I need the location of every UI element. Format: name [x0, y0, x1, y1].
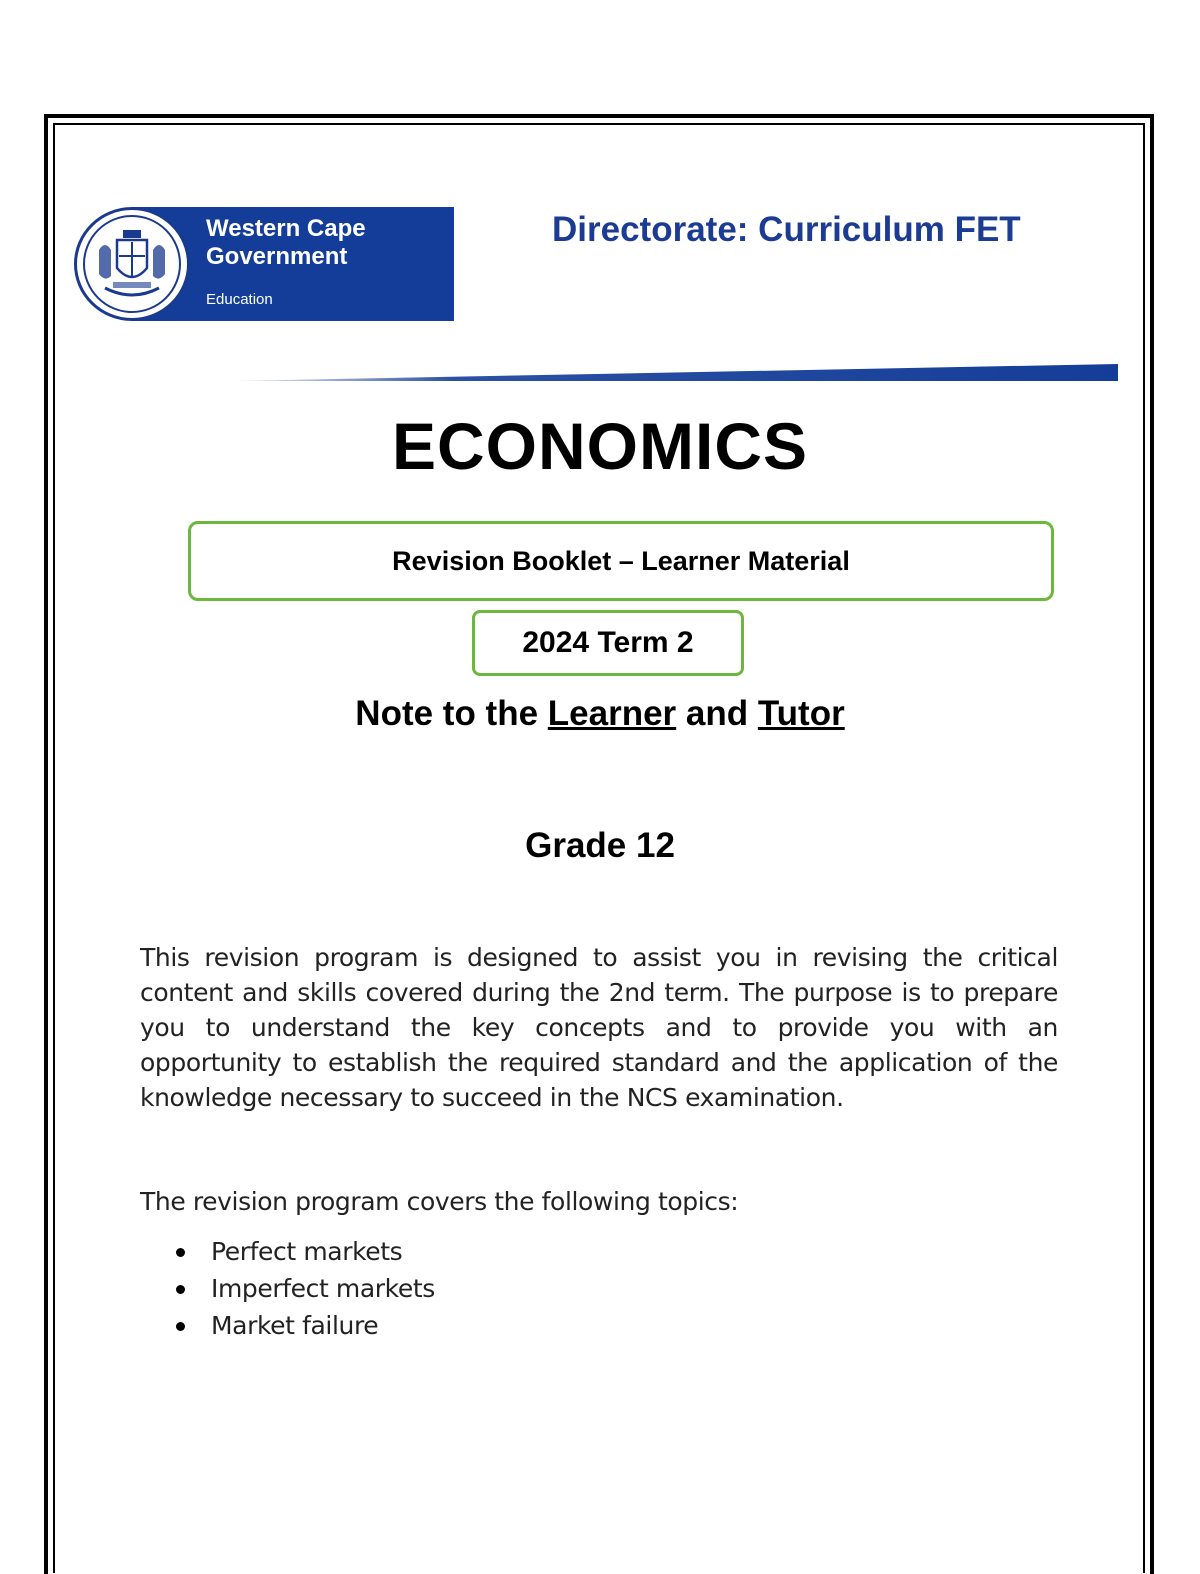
logo-department: Education: [206, 291, 273, 308]
note-learner: Learner: [547, 694, 677, 733]
list-item: Perfect markets: [140, 1234, 435, 1271]
logo-line-1: Western Cape: [206, 215, 366, 242]
intro-paragraph: This revision program is designed to assist you in revising the critical content and skills covered during the 2nd term. The purpose is to prepare you to understand the key concepts and to provide you with an opportunity to establish the required standard and the application of the knowledge necessary to succeed in the NCS examination.: [140, 943, 1058, 1112]
list-item: Imperfect markets: [140, 1271, 435, 1308]
booklet-label: Revision Booklet – Learner Material: [392, 545, 850, 576]
western-cape-government-logo: [74, 207, 454, 321]
topics-intro: The revision program covers the following topics:: [140, 1187, 739, 1216]
topics-list: [140, 1234, 435, 1345]
logo-line-2: Government: [206, 243, 348, 270]
grade-heading: Grade 12: [525, 826, 675, 865]
note-prefix: Note to the: [355, 694, 548, 733]
term-label-box: [472, 610, 744, 676]
note-middle: and: [676, 694, 758, 733]
logo-title: [206, 215, 366, 271]
note-tutor: Tutor: [757, 694, 845, 733]
directorate-heading: Directorate: Curriculum FET: [552, 210, 1021, 249]
subject-title: ECONOMICS: [391, 409, 809, 483]
term-label: 2024 Term 2: [522, 626, 694, 659]
list-item: Market failure: [140, 1308, 435, 1345]
note-heading: [0, 694, 1200, 734]
header-divider: [230, 364, 1118, 382]
booklet-label-box: [188, 521, 1054, 601]
coat-of-arms-icon: [74, 207, 190, 321]
